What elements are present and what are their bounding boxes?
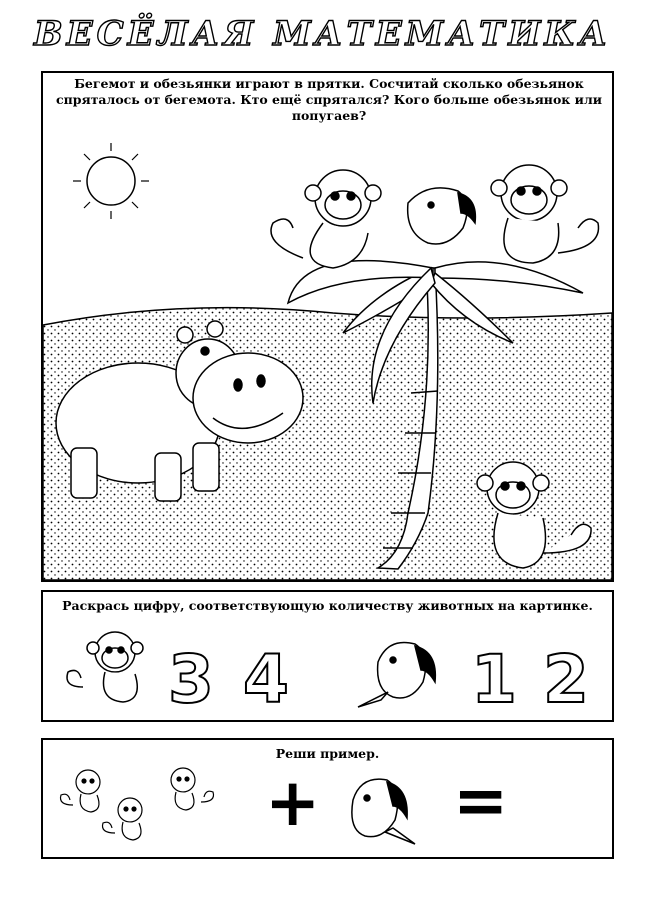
digit-1[interactable]: 1 bbox=[471, 641, 517, 718]
equation-panel bbox=[41, 738, 614, 859]
monkey-icon-1 bbox=[61, 770, 101, 812]
parrot bbox=[408, 188, 476, 244]
monkey-icon-3 bbox=[171, 768, 214, 810]
equation-illustration bbox=[43, 740, 612, 857]
plus-sign: + bbox=[265, 764, 321, 841]
parrot-icon-eq bbox=[352, 779, 415, 844]
equals-sign: = bbox=[453, 762, 509, 839]
monkey-right bbox=[491, 165, 599, 263]
task2-instruction: Раскрась цифру, соответствующую количеству животных на картинке. bbox=[62, 598, 593, 613]
digit-3[interactable]: 3 bbox=[168, 641, 214, 718]
parrot-icon bbox=[358, 642, 435, 707]
task1-instruction: Бегемот и обезьянки играют в прятки. Сосчитай сколько обезьянок спряталось от бегемота. Кто ещё спрятался? Кого больше обезьянок или попугаев? bbox=[55, 76, 603, 123]
count-panel bbox=[41, 590, 614, 722]
scene-panel bbox=[41, 71, 614, 582]
page-title: ВЕСЁЛАЯ МАТЕМАТИКА bbox=[33, 14, 612, 54]
scene-illustration bbox=[43, 73, 612, 580]
monkey-icon-2 bbox=[103, 798, 143, 840]
task3-instruction: Реши пример. bbox=[275, 746, 380, 761]
sun-icon bbox=[73, 143, 149, 219]
digit-2[interactable]: 2 bbox=[543, 641, 589, 718]
monkey-left bbox=[271, 170, 381, 268]
digit-4[interactable]: 4 bbox=[243, 641, 289, 718]
count-illustration bbox=[43, 592, 612, 720]
monkey-icon bbox=[67, 632, 143, 702]
